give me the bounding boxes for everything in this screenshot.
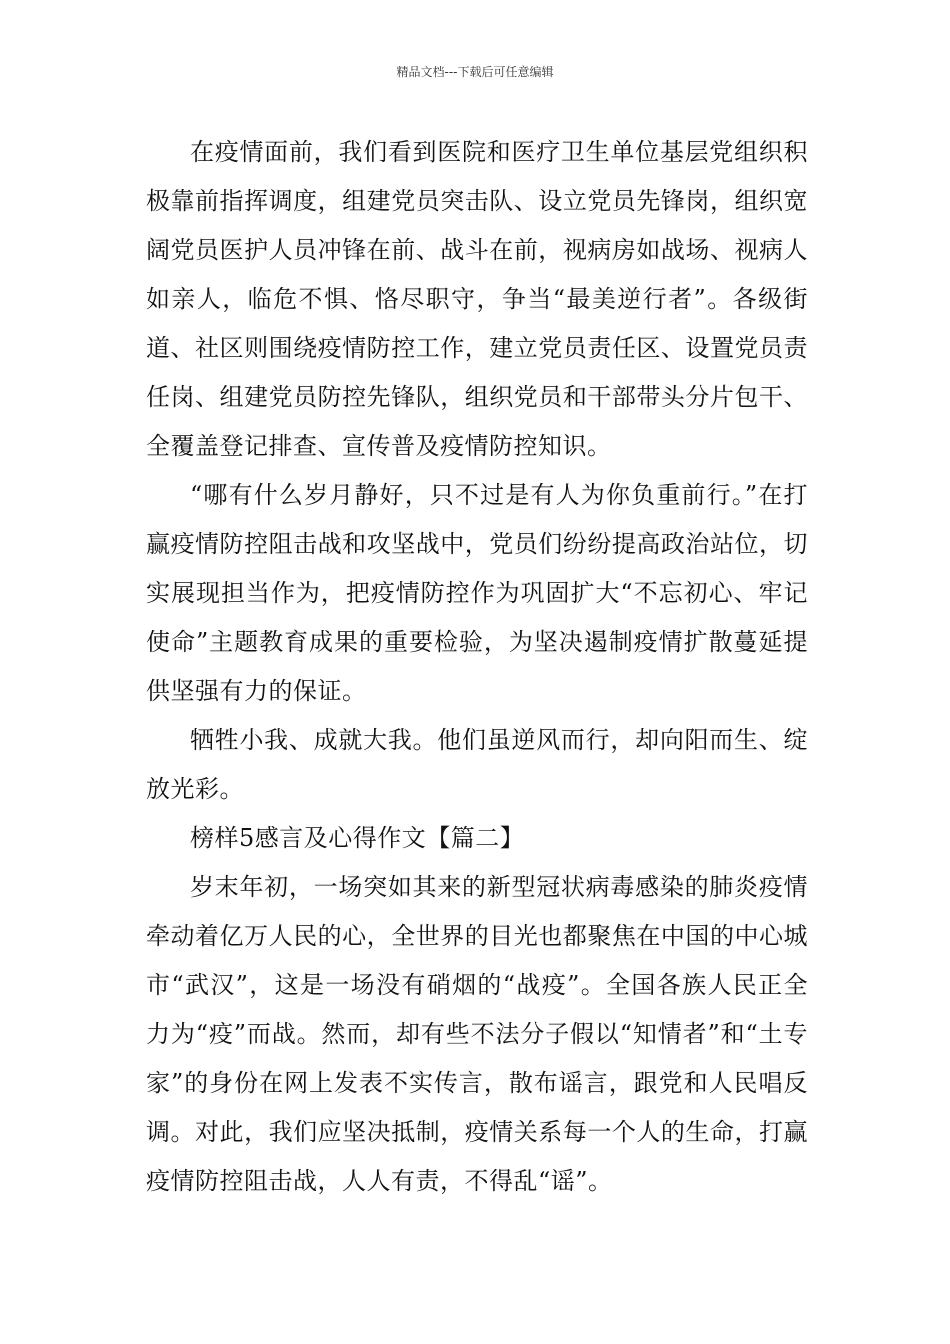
page-header: 精品文档---下载后可任意编辑 (396, 65, 554, 79)
paragraph-4: 岁末年初，一场突如其来的新型冠状病毒感染的肺炎疫情牵动着亿万人民的心，全世界的目光也都聚焦在中国的中心城市“武汉”，这是一场没有硝烟的“战疫”。全国各族人民正全力为“疫”而战。然而，却有些不法分子假以“知情者”和“土专家”的身份在网上发表不实传言，散布谣言，跟党和人民唱反调。对此，我们应坚决抵制，疫情关系每一个人的生命，打赢疫情防控阻击战，人人有责，不得乱“谣”。 (146, 873, 808, 1195)
paragraph-1: 在疫情面前，我们看到医院和医疗卫生单位基层党组织积极靠前指挥调度，组建党员突击队、设立党员先锋岗，组织宽阔党员医护人员冲锋在前、战斗在前，视病房如战场、视病人如亲人，临危不惧、恪尽职守，争当“最美逆行者”。各级街道、社区则围绕疫情防控工作，建立党员责任区、设置党员责任岗、组建党员防控先锋队，组织党员和干部带头分片包干、全覆盖登记排查、宣传普及疫情防控知识。 (146, 138, 808, 460)
section-heading: 榜样5感言及心得作文【篇二】 (190, 824, 525, 852)
document-body (146, 128, 808, 1206)
paragraph-3: 牺牲小我、成就大我。他们虽逆风而行，却向阳而生、绽放光彩。 (146, 726, 808, 803)
paragraph-2: “哪有什么岁月静好，只不过是有人为你负重前行。”在打赢疫情防控阻击战和攻坚战中，党员们纷纷提高政治站位，切实展现担当作为，把疫情防控作为巩固扩大“不忘初心、牢记使命”主题教育成果的重要检验，为坚决遏制疫情扩散蔓延提供坚强有力的保证。 (146, 481, 808, 705)
